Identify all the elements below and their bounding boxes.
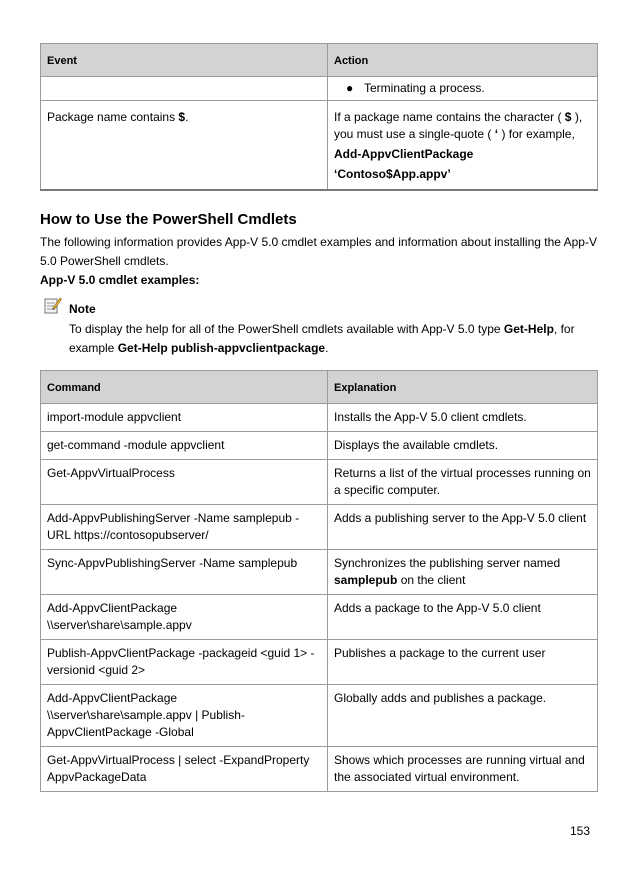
page-number: 153 (570, 824, 591, 838)
example-line: Add-AppvClientPackage (334, 147, 474, 161)
header-command: Command (41, 371, 328, 404)
command-cell: Get-AppvVirtualProcess (41, 460, 328, 505)
explanation-cell: Displays the available cmdlets. (328, 432, 598, 460)
explanation-bold: samplepub (334, 573, 398, 587)
note-pencil-icon (44, 296, 62, 314)
command-line: \\server\share\sample.appv (47, 618, 192, 632)
table-header-row (41, 371, 598, 404)
header-explanation: Explanation (328, 371, 598, 404)
action-text: ) for example, (498, 127, 575, 141)
explanation-cell: Adds a publishing server to the App-V 5.0 client (328, 505, 598, 550)
explanation-cell: Globally adds and publishes a package. (328, 685, 598, 747)
table-row (41, 404, 598, 432)
event-text: Package name contains (47, 110, 179, 124)
explanation-cell: Publishes a package to the current user (328, 640, 598, 685)
command-cell (41, 595, 328, 640)
command-line: Add-AppvClientPackage (47, 601, 178, 615)
bullet-item (334, 80, 592, 97)
event-suffix: . (185, 110, 189, 124)
event-action-table (40, 43, 598, 191)
command-cell: get-command -module appvclient (41, 432, 328, 460)
table-header-row (41, 44, 598, 77)
note-text: . (325, 341, 329, 355)
table-row (41, 505, 598, 550)
command-table (40, 370, 598, 792)
action-line (334, 109, 592, 126)
table-row (41, 550, 598, 595)
note-text: To display the help for all of the PowerShell cmdlets available with App-V 5.0 type (69, 322, 504, 336)
action-line (334, 126, 592, 143)
table-row (41, 640, 598, 685)
bullet-icon: ● (346, 81, 354, 95)
explanation-cell: Returns a list of the virtual processes running on a specific computer. (328, 460, 598, 505)
explanation-cell: Adds a package to the App-V 5.0 client (328, 595, 598, 640)
example-line: ‘Contoso$App.appv’ (334, 167, 451, 181)
action-bold: $ (564, 110, 572, 124)
command-cell: import-module appvclient (41, 404, 328, 432)
explanation-cell: Installs the App-V 5.0 client cmdlets. (328, 404, 598, 432)
table-row (41, 685, 598, 747)
section-subheading: App-V 5.0 cmdlet examples: (40, 273, 200, 287)
action-text: ), (571, 110, 583, 124)
event-bold: $ (178, 110, 186, 124)
table-row (41, 460, 598, 505)
command-line: Add-AppvClientPackage (47, 691, 178, 705)
action-bold: ‘ (494, 127, 499, 141)
section-heading: How to Use the PowerShell Cmdlets (40, 211, 297, 228)
table-row (41, 432, 598, 460)
command-cell: Get-AppvVirtualProcess | select -ExpandProperty AppvPackageData (41, 747, 328, 792)
note-bold: Get-Help (503, 322, 554, 336)
explanation-cell (328, 550, 598, 595)
note-body (69, 320, 594, 358)
bullet-text: Terminating a process. (364, 81, 485, 95)
action-text: If a package name contains the character ( (334, 110, 565, 124)
table-cell (328, 77, 598, 101)
command-cell: Add-AppvPublishingServer -Name samplepub -URL https://contosopubserver/ (41, 505, 328, 550)
table-row (41, 77, 598, 101)
table-row (41, 101, 598, 191)
table-cell (41, 101, 328, 191)
header-action: Action (328, 44, 598, 77)
header-event: Event (41, 44, 328, 77)
command-cell: Sync-AppvPublishingServer -Name samplepub (41, 550, 328, 595)
note-bold: Get-Help publish-appvclientpackage (117, 341, 326, 355)
action-text: you must use a single-quote ( (334, 127, 495, 141)
table-cell (328, 101, 598, 191)
explanation-text: Synchronizes the publishing server named (334, 556, 561, 570)
note-text: , for example (69, 322, 575, 355)
table-cell (41, 77, 328, 101)
explanation-text: on the client (397, 573, 466, 587)
section-paragraph: The following information provides App-V 5.0 cmdlet examples and information about installing the App-V 5.0 PowerShell cmdlets. (40, 235, 597, 268)
table-row (41, 595, 598, 640)
table-row (41, 747, 598, 792)
command-line: \\server\share\sample.appv | Publish-AppvClientPackage -Global (47, 708, 245, 739)
note-title: Note (69, 302, 96, 316)
explanation-cell: Shows which processes are running virtual and the associated virtual environment. (328, 747, 598, 792)
command-cell: Publish-AppvClientPackage -packageid <guid 1> -versionid <guid 2> (41, 640, 328, 685)
command-cell (41, 685, 328, 747)
